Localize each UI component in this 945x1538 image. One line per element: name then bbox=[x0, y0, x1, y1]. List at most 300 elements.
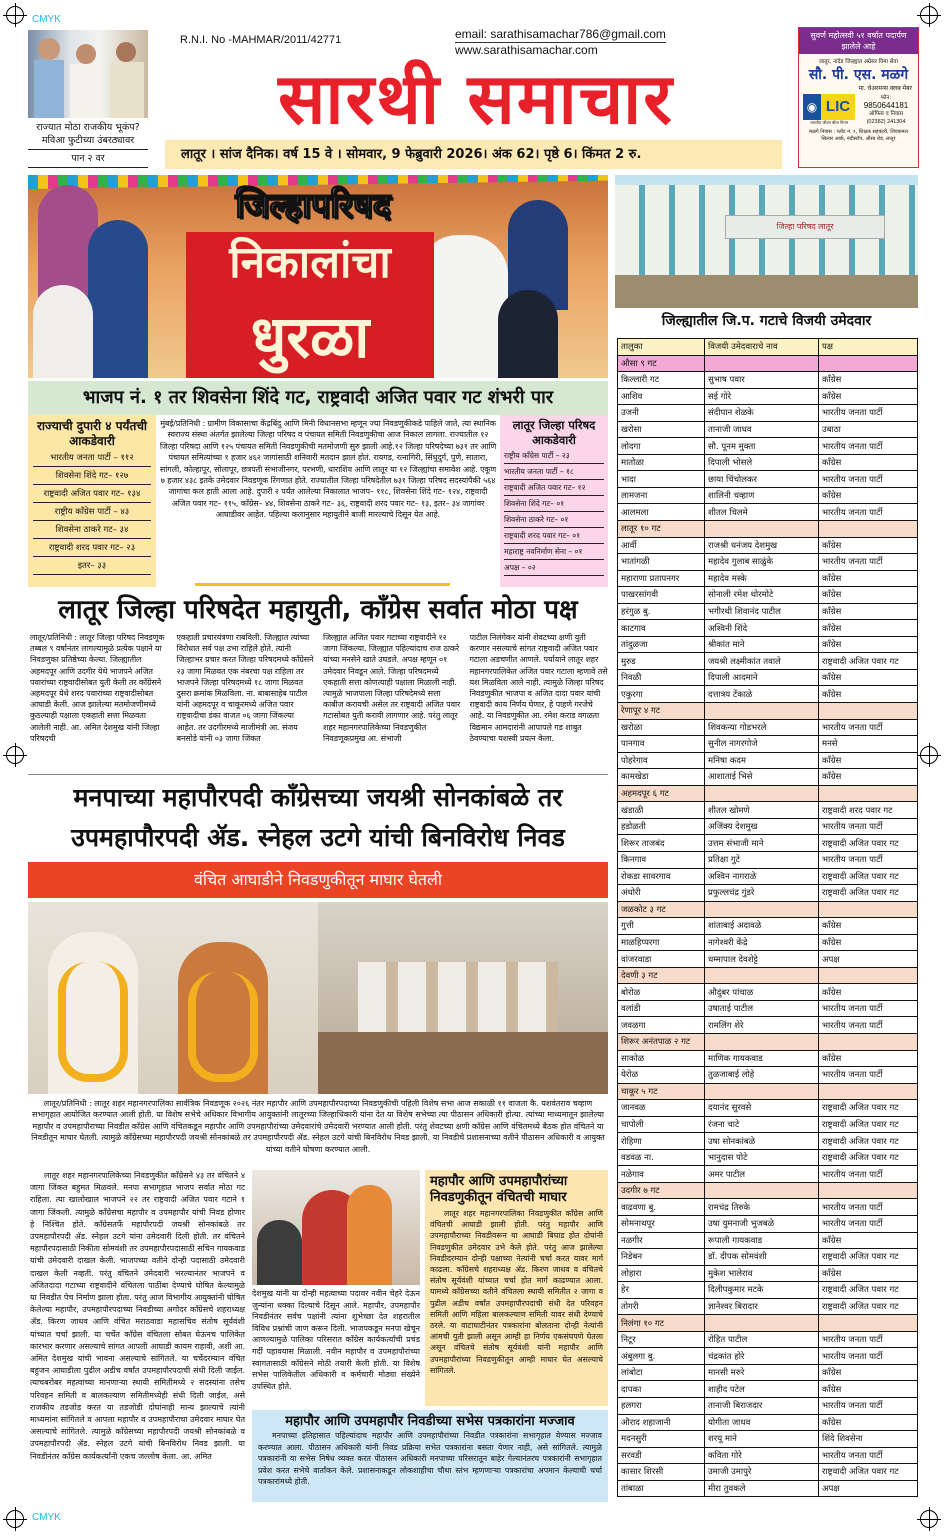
latur-tally-item: महाराष्ट्र नवनिर्माण सेना – ०१ bbox=[504, 544, 604, 560]
candidate-cell: मनिषा कदम bbox=[705, 752, 819, 769]
candidate-cell: शीतल चिलमे bbox=[705, 504, 819, 521]
table-row bbox=[618, 752, 918, 769]
story2-column: पाटील निलंगेकर यांनी शेवटच्या क्षणी युती करणार नसल्याचे सांगत राष्ट्रवादी अजित पवार गटाला अडचणीत आणले. पर्यायाने लातूर शहर महानगरपालिकेत अजित पवार गटाला म्हणावे तसे यश मिळविता आले नाही. त्यामुळे जिल्हा परिषद निवडणुकीत भाजपा व अजित दादा पवार यांची राष्ट्रवादी काय निर्णय घेणार, हे पाहणे गरजेचे आहे. या निवडणुकीत आ. रमेश कराड वगळता विद्यमान आमदारांनी आपापले गड शाबुत ठेवण्याचा यशस्वी प्रयत्न केला. bbox=[469, 633, 608, 743]
party-cell: पक्ष bbox=[819, 339, 918, 356]
candidate-cell bbox=[705, 901, 819, 918]
teaser-headline[interactable] bbox=[28, 121, 148, 168]
council-hall-photo[interactable] bbox=[318, 902, 608, 1094]
candidate-cell bbox=[705, 521, 819, 538]
party-cell: भारतीय जनता पार्टी bbox=[819, 1398, 918, 1415]
candidate-cell bbox=[705, 1033, 819, 1050]
taluka-cell: लातूर १० गट bbox=[618, 521, 705, 538]
party-cell: राष्ट्रवादी अजित पवार गट bbox=[819, 1116, 918, 1133]
party-cell: काँग्रेस bbox=[819, 372, 918, 389]
sidebox-withdrawal bbox=[425, 1170, 608, 1406]
party-cell: भारतीय जनता पार्टी bbox=[819, 1067, 918, 1084]
state-tally-box bbox=[28, 415, 156, 587]
party-cell: भारतीय जनता पार्टी bbox=[819, 438, 918, 455]
ad-name: सौ. पी. एस. मळगे bbox=[808, 67, 909, 83]
taluka-cell: भातांगळी bbox=[618, 554, 705, 571]
lic-logo bbox=[803, 94, 855, 126]
taluka-cell: महाराणा प्रतापनगर bbox=[618, 570, 705, 587]
table-row bbox=[618, 1348, 918, 1365]
party-cell: भारतीय जनता पार्टी bbox=[819, 405, 918, 422]
party-cell: काँग्रेस bbox=[819, 603, 918, 620]
table-row bbox=[618, 1331, 918, 1348]
table-row bbox=[618, 1265, 918, 1282]
party-cell: भारतीय जनता पार्टी bbox=[819, 719, 918, 736]
party-cell: काँग्रेस bbox=[819, 537, 918, 554]
results-table bbox=[617, 338, 918, 1497]
party-cell bbox=[819, 355, 918, 372]
person-figure bbox=[33, 285, 93, 378]
sidebox-body: लातूर शहर महानगरपालिका निवडणुकीत काँग्रेस आणि वंचितची आघाडी झाली होती. परंतु महापौर आणि उपमहापौराच्या निवडीवरून या आघाडी बिघाड होत दोघांनी निवडणुकीत उमेदवार उभे केले होते. परंतु आज झालेल्या निवडीदरम्यान दोन्ही पक्षाच्या नेत्यांनी चर्चा करत यावर मार्ग काढला. काँग्रेसचे शहराध्यक्ष ॲड. किरण जाधव व वंचितचे संतोष सूर्यवंशी यांच्यात चर्चा होत मार्ग काढण्यात आला. यामध्ये काँग्रेसच्या वतीने वंचितला स्थायी समितीत २ जागा व पुढील अडीच वर्षांत उपमहापौरपदाची संधी देत परिवहन समिती आणि महिला बालकल्याण समिती यावर संधी देण्याचे ठरले. या वाटाघाटीनंतर पत्रकारांना बोलताना दोन्ही नेत्यांनी आमची युती झाली असून आम्ही हा निर्णय एकसंघपणे घेतला असून वंचितचे संतोष सूर्यवंशी यांनी महापौर आणि उपमहापौरांच्या निवडणुकीतून आम्ही माघार घेत असल्याचे सांगितले. bbox=[430, 1209, 603, 1375]
taluka-cell: लामजना bbox=[618, 487, 705, 504]
taluka-cell: तालुका bbox=[618, 339, 705, 356]
candidate-cell: आशाताई भिसे bbox=[705, 769, 819, 786]
party-cell: काँग्रेस bbox=[819, 570, 918, 587]
candidate-cell: दयानंद सुरवसे bbox=[705, 1100, 819, 1117]
table-row bbox=[618, 1282, 918, 1299]
candidate-cell: नागेश्वरी केंद्रे bbox=[705, 934, 819, 951]
story2-column: एकहाती प्रचारयंत्रणा राबविली. जिल्ह्यात त्यांच्या विरोधात सर्व पक्ष उभा राहिले होते. त्यांनी जिल्हाभर प्रचार करत जिल्हा परिषदमध्ये काँग्रेसने २३ जागा मिळवत एक नंबरचा पक्ष राहिला तर भाजपने जिल्हा परिषदमध्ये १८ जागा मिळवत दुसरा क्रमांक मिळविला. ना. बाबासाहेब पाटील यांनी अहमदपूर व चाकूरमध्ये अजित पवार राष्ट्रवादीचा डंका वाजत ०६ जागा जिंकल्या आहेत. तर उदगीरमध्ये माजीमंत्री आ. संजय बनसोडे यांनी ०३ जागा जिंकत bbox=[176, 633, 314, 743]
cmyk-mark-bottom: CMYK bbox=[32, 1512, 61, 1523]
candidate-cell: चंद्रकांत होरे bbox=[705, 1348, 819, 1365]
party-cell: काँग्रेस bbox=[819, 1381, 918, 1398]
candidate-cell: उषा युमनाजी भुजबळे bbox=[705, 1215, 819, 1232]
candidate-cell: भगीरथी शिवानंद पाटील bbox=[705, 603, 819, 620]
taluka-cell: चापोली bbox=[618, 1116, 705, 1133]
teaser-line2: मविआ फुटीच्या उंबरठ्यावर bbox=[28, 134, 148, 150]
table-row bbox=[618, 1199, 918, 1216]
taluka-cell: अंबुलगा बु. bbox=[618, 1348, 705, 1365]
party-cell: उबाठा bbox=[819, 421, 918, 438]
taluka-cell: कासार शिरसी bbox=[618, 1464, 705, 1481]
taluka-cell: वलांडी bbox=[618, 1000, 705, 1017]
table-row bbox=[618, 421, 918, 438]
table-row bbox=[618, 487, 918, 504]
taluka-cell: सरवडी bbox=[618, 1447, 705, 1464]
state-tally-title: राज्याची दुपारी ४ पर्यंतची आकडेवारी bbox=[36, 419, 148, 448]
rni-number: R.N.I. No -MAHMAR/2011/42771 bbox=[180, 34, 342, 46]
table-row bbox=[618, 1414, 918, 1431]
taluka-cell: माळहिप्परगा bbox=[618, 934, 705, 951]
party-cell bbox=[819, 1083, 918, 1100]
story2-headline[interactable]: लातूर जिल्हा परिषदेत महायुती, काँग्रेस सर्वात मोठा पक्ष bbox=[58, 595, 578, 625]
lic-emblem-icon: ◉ bbox=[803, 94, 821, 120]
taluka-cell: सोमनाथपूर bbox=[618, 1215, 705, 1232]
table-row bbox=[618, 653, 918, 670]
story3-headline-line1: मनपाच्या महापौरपदी काँग्रेसच्या जयश्री सोनकांबळे तर bbox=[73, 783, 563, 812]
party-cell: अपक्ष bbox=[819, 1480, 918, 1497]
party-cell: काँग्रेस bbox=[819, 636, 918, 653]
registration-mark-icon bbox=[920, 746, 938, 764]
table-row bbox=[618, 438, 918, 455]
table-row bbox=[618, 1447, 918, 1464]
banner-line2: निकालांचा bbox=[229, 237, 391, 288]
ad-phone-label: फोन: bbox=[880, 95, 892, 101]
table-row bbox=[618, 1364, 918, 1381]
building-sign: जिल्हा परिषद लातूर bbox=[725, 215, 885, 239]
taluka-cell: रेणापूर ४ गट bbox=[618, 703, 705, 720]
ad-office-phone: (02382) 241304 bbox=[866, 119, 906, 125]
cmyk-mark: CMYK bbox=[32, 14, 61, 25]
taluka-cell: हेर bbox=[618, 1282, 705, 1299]
candidate-cell: उषा सोनकांबळे bbox=[705, 1133, 819, 1150]
party-cell bbox=[819, 521, 918, 538]
state-tally-item: राष्ट्रवादी शरद पवार गट– २३ bbox=[33, 539, 151, 557]
teaser-line1: राज्यात मोठा राजकीय भूकंप? bbox=[36, 122, 140, 133]
teaser-page-link[interactable]: पान २ वर bbox=[28, 150, 148, 168]
taluka-cell: जानवळ bbox=[618, 1100, 705, 1117]
press-ban-title: महापौर आणि उपमहापौर निवडीच्या सभेस पत्रकारांना मज्जाव bbox=[285, 1414, 575, 1429]
table-row bbox=[618, 471, 918, 488]
taluka-cell: औराद शहाजानी bbox=[618, 1414, 705, 1431]
candidate-cell: सोनाली रमेश थोरमोटे bbox=[705, 587, 819, 604]
banner-graphic[interactable] bbox=[28, 175, 608, 378]
story3-col1: लातूर शहर महानगरपालिकेच्या निवडणुकीत काँग्रेसने ४३ तर वंचितने ४ जागा जिंकत बहुमत मिळवले. मनपा सभागृहात भाजप सर्वात मोठा गट राहिला. त्या खालोखाल भाजपने २२ तर राष्ट्रवादी अजित पवार गटाने १ जागा जिंकली. त्यामुळे काँग्रेसचा महापौर व उपमहापौर यांची निवड होणार हे निश्चित होते. काँग्रेसतर्फे महापौरपदी जयश्री सोनकांबळे तर उपमहापौरपदी ॲड. स्नेहल उटगे यांना उमेदवारी दिली होती. तर वंचितने महापौरपदासाठी निकीता सोमवंशी तर उपमहापौरपदासाठी सचिन गायकवाड यांची उमेदवारी दाखल केली. भाजपच्या वतीने दोन्ही पदासाठी उमेदवारी दाखल केली नव्हती. परंतु वंचितने उमेदवारी भरल्यानंतर भाजपने व अजितदादा गटाच्या राष्ट्रवादीने वंचितला पाठींबा देण्याचे घोषित केल्यामुळे या निवडीत पेच निर्माण झाला होता. परंतु आज विभागीय आयुक्तांनी घोषित केलेल्या महापौर, उपमहापौरपदाच्या निवडीच्या अगोदर काँग्रेसचे शहराध्यक्ष ॲड. किरण जाधव आणि वंचित मराठवाडा महासचिव संतोष सूर्यवंशी यांच्यात चर्चा झाली. या चर्चेत काँग्रेस वंचितला सोबत घेऊनच पालिकेत कारभार करणार असल्याचे सांगत आपली आघाडी कायम राहावी, अशी आ. अमित देशमुख यांची भावना असल्याचे सांगितले. या चर्चेदरम्यान वंचित बहुजन आघाडीला पुढील अडीच वर्षांत उपमहापौरपदाची संधी दिली जाईल. त्याचबरोबर महत्वाच्या मानणाऱ्या स्थायी समितीमध्ये २ सदस्यांना तसेच परिवहन समिती व बालकल्याण समितीमध्येही संधी दिली जाईल, असे राजकीय तडजोड करत या तडजोडी दोघांनाही मान्य झाल्याचे त्यांनी माध्यमांना सांगितले व आपला महापौर व उपमहापौराचा उमेदवार माघार घेत असल्याचे सांगितले. त्यामुळे काँग्रेसच्या महापौरपदी जयश्री सोनकांबळे व उपमहापौरपदी ॲड. स्नेहल उटगे यांची बिनविरोध निवड झाली. या निवडीनंतर काँग्रेस कार्यकर्त्यांनी एकच जल्लोष केला. आ. अमित bbox=[30, 1171, 245, 1461]
party-cell bbox=[819, 703, 918, 720]
candidate-cell: भानुदास पोटे bbox=[705, 1149, 819, 1166]
taluka-cell: गुत्ती bbox=[618, 918, 705, 935]
table-row bbox=[618, 1464, 918, 1481]
taluka-cell: पाखरसांगवी bbox=[618, 587, 705, 604]
table-row bbox=[618, 669, 918, 686]
party-cell: राष्ट्रवादी अजित पवार गट bbox=[819, 1149, 918, 1166]
candidate-cell: श्रीकांत माने bbox=[705, 636, 819, 653]
table-group-row bbox=[618, 967, 918, 984]
table-row bbox=[618, 1149, 918, 1166]
latur-tally-box bbox=[500, 415, 608, 587]
party-cell: भारतीय जनता पार्टी bbox=[819, 554, 918, 571]
story3-lead: लातूर/प्रतिनिधी : लातूर शहर महानगरपालिका सार्वत्रिक निवडणूक २०२६ नंतर महापौर आणि उपमहापौरपदाच्या निवडणुकीची पहिली विशेष सभा आज सकाळी ११ वाजता कै. यशवंतराव चव्हाण सभागृहात आयोजित करण्यात आली होती. या विशेष सभेचे अधिकार विभागीय आयुक्तांनी लातूरच्या जिल्हाधिकारी यांना देत या विशेष सभेच्या त्या पीठासन अधिकारी होत्या. त्यांच्या माध्यमातून झालेल्या महापौर व उपमहापौराच्या निवडीत काँग्रेस आणि वंचितकडून महापौर आणि उपमहापौरांच्या उमेदवारांचे उमेदवारी भरण्यात आली होती. परंतु शेवटच्या क्षणी काँग्रेस आणि वंचितमध्ये बैठक होत वंचितने या निवडीतून माघार घेतली. त्यामुळे काँग्रेसच्या महापौरपदी जयश्री सोनकांबळे तर उपमहापौरपदी ॲड. स्नेहल उटगे यांची बिनविरोध निवड झाली. या निवडीचे प्रशासनाच्या वतीने पीठासन अधिकारी व आयुक्त यांच्या वतीने घोषणा करण्यात आली. bbox=[31, 1099, 605, 1154]
registration-mark-icon bbox=[6, 6, 24, 24]
state-tally-item: राष्ट्रवादी अजित पवार गट– १३४ bbox=[33, 485, 151, 503]
party-cell: काँग्रेस bbox=[819, 686, 918, 703]
table-row bbox=[618, 1116, 918, 1133]
latur-tally-title: लातूर जिल्हा परिषद आकडेवारी bbox=[512, 418, 596, 447]
party-cell bbox=[819, 1033, 918, 1050]
taluka-cell: खरोळा bbox=[618, 719, 705, 736]
story2-column: लातूर/प्रतिनिधी : लातूर जिल्हा परिषद निवडणूक तब्बल ९ वर्षानंतर लागल्यामुळे प्रत्येक पक्षाने या निवडणुका प्रतिष्ठेच्या केल्या. जिल्ह्यातील अहमदपूर आणि उदगीर येथे भाजपने अजित पवारांच्या राष्ट्रवादीसोबत युती केली तर काँग्रेसने अहमदपूर येथे शरद पवारांच्या राष्ट्रवादीसोबत आघाडी केली. आज झालेल्या मतमोजणीमध्ये कुठल्याही पक्षाला एकहाती सत्ता मिळवता आलेली नाही. आ. अमित देशमुख यांनी जिल्हा परिषदची bbox=[30, 633, 165, 743]
latur-tally-item: शिवसेना ठाकरे गट– ०१ bbox=[504, 512, 604, 528]
candidate-cell: रामलिंग शेरे bbox=[705, 1017, 819, 1034]
taluka-cell: भादा bbox=[618, 471, 705, 488]
latur-tally-item: राष्ट्रवादी अजित पवार गट– १२ bbox=[504, 480, 604, 496]
mayor-group-photo[interactable] bbox=[252, 1170, 420, 1285]
party-cell: भारतीय जनता पार्टी bbox=[819, 851, 918, 868]
banner-line3: धुरळा bbox=[250, 303, 370, 371]
party-cell: राष्ट्रवादी अजित पवार गट bbox=[819, 1249, 918, 1266]
taluka-cell: अंधोरी bbox=[618, 885, 705, 902]
party-cell: राष्ट्रवादी शरद पवार गट bbox=[819, 802, 918, 819]
candidate-cell: सौ. पूनम मुक्ता bbox=[705, 438, 819, 455]
candidate-cell: दिलीपकुमार मटके bbox=[705, 1282, 819, 1299]
table-row bbox=[618, 504, 918, 521]
candidate-cell: सुनील नागरगोजे bbox=[705, 736, 819, 753]
party-cell bbox=[819, 967, 918, 984]
taluka-cell: दापका bbox=[618, 1381, 705, 1398]
taluka-cell: नळगीर bbox=[618, 1232, 705, 1249]
table-group-row bbox=[618, 703, 918, 720]
party-cell: काँग्रेस bbox=[819, 1050, 918, 1067]
ad-office-label: ऑफिस व निवास bbox=[868, 111, 904, 117]
table-row bbox=[618, 1298, 918, 1315]
party-cell: भारतीय जनता पार्टी bbox=[819, 471, 918, 488]
table-group-row bbox=[618, 1182, 918, 1199]
taluka-cell: किल्लारी गट bbox=[618, 372, 705, 389]
candidate-cell: ज्ञानेश्वर बिरादार bbox=[705, 1298, 819, 1315]
mayor-celebration-photo[interactable] bbox=[28, 902, 318, 1094]
state-tally-item: शिवसेना शिंदे गट– १२७ bbox=[33, 467, 151, 485]
divider bbox=[28, 774, 608, 775]
ad-subtitle: लातूर, नांदेड जिल्ह्यात अग्रेसर विमा सेवा bbox=[819, 59, 898, 65]
candidate-cell bbox=[705, 1315, 819, 1332]
taluka-cell: रोकडा सावरगाव bbox=[618, 868, 705, 885]
story1-headline[interactable]: भाजप नं. १ तर शिवसेना शिंदे गट, राष्ट्रवादी अजित पवार गट शंभरी पार bbox=[28, 381, 608, 415]
taluka-cell: आर्वी bbox=[618, 537, 705, 554]
candidate-cell bbox=[705, 355, 819, 372]
table-row bbox=[618, 885, 918, 902]
results-table-title: जिल्ह्यातील जि.प. गटाचे विजयी उमेदवार bbox=[661, 313, 872, 329]
table-row bbox=[618, 405, 918, 422]
taluka-cell: मुरुड bbox=[618, 653, 705, 670]
banner-line1: जिल्हापरिषद bbox=[235, 186, 391, 226]
dateline: लातूर । सांज दैनिक। वर्ष 15 वे । सोमवार, 9 फेब्रुवारी 2026। अंक 62। पृष्ठे 6। किंमत 2 रु. bbox=[165, 140, 782, 169]
table-group-row bbox=[618, 1315, 918, 1332]
candidate-cell bbox=[705, 1083, 819, 1100]
party-cell: भारतीय जनता पार्टी bbox=[819, 1199, 918, 1216]
latur-tally-item: शिवसेना शिंदे गट– ०१ bbox=[504, 496, 604, 512]
candidate-cell bbox=[705, 703, 819, 720]
taluka-cell: वडवळ ना. bbox=[618, 1149, 705, 1166]
candidate-cell: अश्विनी शिंदे bbox=[705, 620, 819, 637]
taluka-cell: औसा ९ गट bbox=[618, 355, 705, 372]
party-cell: काँग्रेस bbox=[819, 388, 918, 405]
website-link[interactable]: www.sarathisamachar.com bbox=[455, 43, 598, 57]
taluka-cell: मातोळा bbox=[618, 454, 705, 471]
table-row bbox=[618, 951, 918, 968]
party-cell: मनसे bbox=[819, 736, 918, 753]
candidate-cell: योगीता जाधव bbox=[705, 1414, 819, 1431]
candidate-cell: मानसी मरुरे bbox=[705, 1364, 819, 1381]
candidate-cell: औदुंबर पांचाळ bbox=[705, 984, 819, 1001]
candidate-cell: शिवकन्या गोडभरले bbox=[705, 719, 819, 736]
candidate-cell: राजश्री धनंजय देशमुख bbox=[705, 537, 819, 554]
table-row bbox=[618, 818, 918, 835]
party-cell: काँग्रेस bbox=[819, 984, 918, 1001]
candidate-cell: शरयू माने bbox=[705, 1431, 819, 1448]
table-row bbox=[618, 1232, 918, 1249]
table-row bbox=[618, 620, 918, 637]
table-row bbox=[618, 1067, 918, 1084]
party-cell: शिंदे शिवसेना bbox=[819, 1431, 918, 1448]
party-cell: काँग्रेस bbox=[819, 669, 918, 686]
results-table-wrap bbox=[617, 338, 918, 1497]
taluka-cell: खंडाळी bbox=[618, 802, 705, 819]
table-row bbox=[618, 1050, 918, 1067]
taluka-cell: उजनी bbox=[618, 405, 705, 422]
taluka-cell: पानगाव bbox=[618, 736, 705, 753]
candidate-cell: रूपाली गायकवाड bbox=[705, 1232, 819, 1249]
party-cell: काँग्रेस bbox=[819, 587, 918, 604]
candidate-cell: अजिंक्य देशमुख bbox=[705, 818, 819, 835]
latur-tally-item: राष्ट्रीय काँग्रेस पार्टी – २३ bbox=[504, 448, 604, 464]
person-figure bbox=[88, 220, 148, 378]
party-cell bbox=[819, 1315, 918, 1332]
party-cell: काँग्रेस bbox=[819, 752, 918, 769]
table-row bbox=[618, 1381, 918, 1398]
candidate-cell: जयश्री लक्ष्मीकांत तवाले bbox=[705, 653, 819, 670]
candidate-cell: डॉ. दीपक सोमवंशी bbox=[705, 1249, 819, 1266]
taluka-cell: किनगाव bbox=[618, 851, 705, 868]
taluka-cell: साकोळ bbox=[618, 1050, 705, 1067]
advertisement[interactable] bbox=[798, 27, 919, 168]
candidate-cell bbox=[705, 1182, 819, 1199]
candidate-cell: रोहित पाटील bbox=[705, 1331, 819, 1348]
latur-tally-item: अपक्ष – ०२ bbox=[504, 560, 604, 576]
candidate-cell: रंजना चाटे bbox=[705, 1116, 819, 1133]
taluka-cell: मदनसुरी bbox=[618, 1431, 705, 1448]
party-cell: भारतीय जनता पार्टी bbox=[819, 1348, 918, 1365]
story2-column: जिल्ह्यात अजित पवार गटाच्या राष्ट्रवादीने १२ जागा जिंकल्या. जिल्ह्यात पहिल्यांदाच राज ठाकरे यांच्या मनसेने खाते उघडले. अपक्ष म्हणून ०१ उमेदवार निवडून आले. जिल्हा परिषदमध्ये एकहाती सत्ता कोणत्याही पक्षाला मिळाली नाही. त्यामुळे भाजपाला जिल्हा परिषदेमध्ये सत्ता काबीज करायची असेल तर राष्ट्रवादी अजित पवार गटासोबत युती करावी लागणार आहे. परंतु लातूर शहर महानगरपालिकेच्या निवडणुकीत निवडणूकप्रमुख आ. संभाजी bbox=[323, 633, 461, 743]
table-row bbox=[618, 537, 918, 554]
ad-banner: सुवर्ण महोत्सवी ५१ वर्षात पदार्पण झालेले आहे bbox=[799, 28, 918, 54]
table-row bbox=[618, 1166, 918, 1183]
table-row bbox=[618, 835, 918, 852]
table-group-row bbox=[618, 355, 918, 372]
table-row bbox=[618, 719, 918, 736]
divider bbox=[195, 583, 450, 586]
taluka-cell: हरंगुळ बु. bbox=[618, 603, 705, 620]
candidate-cell: प्रतिक्षा गुटे bbox=[705, 851, 819, 868]
table-row bbox=[618, 1398, 918, 1415]
taluka-cell: तांदुळजा bbox=[618, 636, 705, 653]
party-cell: काँग्रेस bbox=[819, 1232, 918, 1249]
party-cell: काँग्रेस bbox=[819, 769, 918, 786]
taluka-cell: हडोळती bbox=[618, 818, 705, 835]
candidate-cell: शाहीद पटेल bbox=[705, 1381, 819, 1398]
candidate-cell: विजयी उमेदवाराचे नाव bbox=[705, 339, 819, 356]
state-tally-item: राष्ट्रीय काँग्रेस पार्टी – ४३ bbox=[33, 503, 151, 521]
table-row bbox=[618, 769, 918, 786]
state-tally-item: इतर– ३३ bbox=[33, 557, 151, 575]
registration-mark-icon bbox=[6, 1510, 24, 1528]
table-row bbox=[618, 587, 918, 604]
taluka-cell: शिरूर अनंतपाळ २ गट bbox=[618, 1033, 705, 1050]
table-row bbox=[618, 1133, 918, 1150]
state-tally-item: शिवसेना ठाकरे गट– ३४ bbox=[33, 521, 151, 539]
party-cell: काँग्रेस bbox=[819, 620, 918, 637]
candidate-cell: शालिनी चव्हाण bbox=[705, 487, 819, 504]
taluka-cell: वाढवणा बु. bbox=[618, 1199, 705, 1216]
taluka-cell: निटूर bbox=[618, 1331, 705, 1348]
candidate-cell: उत्तम संभाजी माने bbox=[705, 835, 819, 852]
party-cell: काँग्रेस bbox=[819, 487, 918, 504]
taluka-cell: वांजरवाडा bbox=[618, 951, 705, 968]
table-group-row bbox=[618, 1083, 918, 1100]
candidate-cell: सई गोरे bbox=[705, 388, 819, 405]
party-cell: काँग्रेस bbox=[819, 918, 918, 935]
taluka-cell: येरोळ bbox=[618, 1067, 705, 1084]
candidate-cell: तुळजाबाई लोहे bbox=[705, 1067, 819, 1084]
taluka-cell: आशिव bbox=[618, 388, 705, 405]
table-row bbox=[618, 736, 918, 753]
taluka-cell: चाकूर ५ गट bbox=[618, 1083, 705, 1100]
candidate-cell: महादेव मस्के bbox=[705, 570, 819, 587]
table-row bbox=[618, 388, 918, 405]
taluka-cell: एकुरगा bbox=[618, 686, 705, 703]
taluka-cell: तांबाळा bbox=[618, 1480, 705, 1497]
table-row bbox=[618, 686, 918, 703]
table-row bbox=[618, 1480, 918, 1497]
party-cell: राष्ट्रवादी अजित पवार गट bbox=[819, 1133, 918, 1150]
table-group-row bbox=[618, 521, 918, 538]
taluka-cell: लांबोटा bbox=[618, 1364, 705, 1381]
candidate-cell: दिपाली आदमाने bbox=[705, 669, 819, 686]
state-tally-item: भारतीय जनता पार्टी – ११२ bbox=[33, 449, 151, 467]
candidate-cell: महादेव गुलाब साळुंके bbox=[705, 554, 819, 571]
table-row bbox=[618, 1000, 918, 1017]
party-cell bbox=[819, 1182, 918, 1199]
registration-mark-icon bbox=[920, 6, 938, 24]
table-group-row bbox=[618, 901, 918, 918]
taluka-cell: लोदगा bbox=[618, 438, 705, 455]
party-cell: राष्ट्रवादी अजित पवार गट bbox=[819, 1464, 918, 1481]
latur-tally-item: भारतीय जनता पार्टी – १८ bbox=[504, 464, 604, 480]
taluka-cell: नळेगाव bbox=[618, 1166, 705, 1183]
press-ban-body: मनपाच्या इतिहासात पहिल्यांदाच महापौर आणि उपमहापौरांच्या निवडीत पत्रकारांना सभागृहात येण्यास मज्जाव करण्यात आला. पीठासन अधिकारी यांनी निवड प्रक्रिया सभेत पत्रकारांना बसता येणार नाही, असे सांगितले. त्यामुळे पत्रकारांनी या सभेस निषेध व्यक्त करत पीठासन अधिकारी मनपाच्या परिसरातून बाहेर गेल्यानंतरच पत्रकारांनी सभागृहात प्रवेश करत सभेचे वार्तांकन केले. प्रशासनाकडून लोकशाहीचा चौथा स्तंभ म्हणणाऱ्या पत्रकारांचा अपमान केल्याची चर्चा पत्रकारांमध्ये होती. bbox=[258, 1431, 602, 1487]
latur-tally-item: राष्ट्रवादी शरद पवार गट– ०१ bbox=[504, 528, 604, 544]
table-row bbox=[618, 1249, 918, 1266]
candidate-cell: माणिक गायकवाड bbox=[705, 1050, 819, 1067]
teaser-photo[interactable] bbox=[28, 30, 148, 118]
registration-mark-icon bbox=[6, 746, 24, 764]
taluka-cell: रोहिणा bbox=[618, 1133, 705, 1150]
table-row bbox=[618, 1017, 918, 1034]
party-cell: भारतीय जनता पार्टी bbox=[819, 818, 918, 835]
party-cell: अपक्ष bbox=[819, 951, 918, 968]
taluka-cell: पोहरेगाव bbox=[618, 752, 705, 769]
story2-columns bbox=[30, 632, 608, 744]
lic-logo-text: LIC bbox=[821, 94, 855, 120]
candidate-cell: प्रफुल्लचंद्र गुंडरे bbox=[705, 885, 819, 902]
taluka-cell: निवळी bbox=[618, 669, 705, 686]
email-link[interactable]: email: sarathisamachar786@gmail.com bbox=[455, 27, 666, 41]
table-group-row bbox=[618, 1033, 918, 1050]
table-row bbox=[618, 868, 918, 885]
candidate-cell: उमाजी उमापुरे bbox=[705, 1464, 819, 1481]
taluka-cell: बोरोळ bbox=[618, 984, 705, 1001]
taluka-cell: जळकोट ३ गट bbox=[618, 901, 705, 918]
table-row bbox=[618, 934, 918, 951]
party-cell: भारतीय जनता पार्टी bbox=[819, 1331, 918, 1348]
zp-building-photo[interactable] bbox=[615, 175, 918, 308]
party-cell: राष्ट्रवादी अजित पवार गट bbox=[819, 1298, 918, 1315]
party-cell: काँग्रेस bbox=[819, 1364, 918, 1381]
party-cell: राष्ट्रवादी अजित पवार गट bbox=[819, 868, 918, 885]
table-row bbox=[618, 570, 918, 587]
candidate-cell: दत्तात्रय टेंकाळे bbox=[705, 686, 819, 703]
party-cell: राष्ट्रवादी अजित पवार गट bbox=[819, 1100, 918, 1117]
candidate-cell: शांताबाई अदावळे bbox=[705, 918, 819, 935]
story3-headline[interactable] bbox=[28, 778, 608, 858]
party-cell: राष्ट्रवादी अजित पवार गट bbox=[819, 1282, 918, 1299]
party-cell: काँग्रेस bbox=[819, 1414, 918, 1431]
taluka-cell: कामखेडा bbox=[618, 769, 705, 786]
party-cell bbox=[819, 901, 918, 918]
candidate-cell: तानाजी बिराजदार bbox=[705, 1398, 819, 1415]
